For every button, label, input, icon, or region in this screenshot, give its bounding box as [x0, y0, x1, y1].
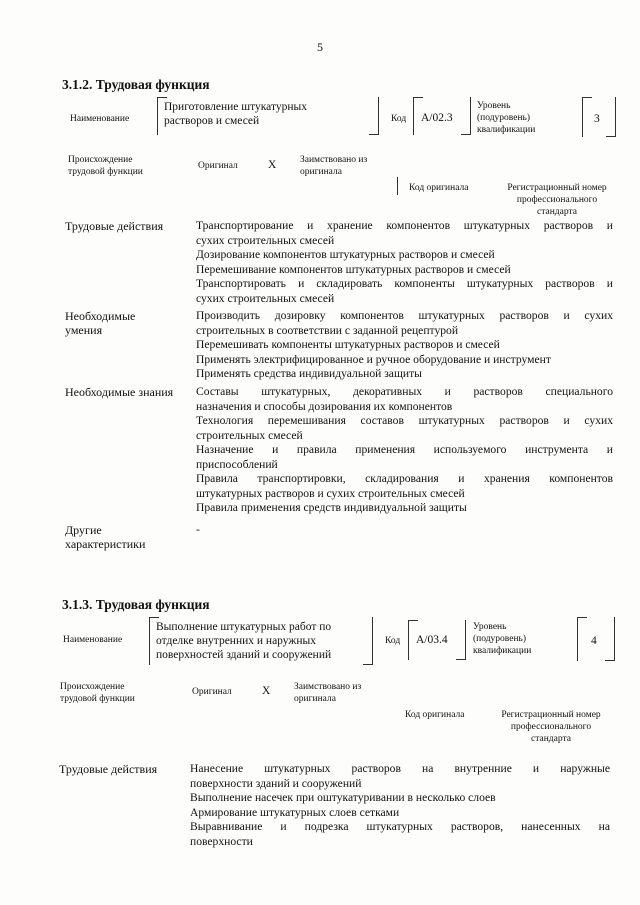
row-items-other: - [196, 523, 200, 536]
level-label: Уровень (подуровень) квалификации [473, 622, 532, 656]
code-value: А/02.3 [421, 112, 453, 124]
borrowed-label: Заимствовано из оригинала [300, 155, 368, 177]
row-items-skills: Производить дозировку компонентов штукатурных растворов и сухих строительных в соответствии с заданной рецептурой Перемешивать компоненты штукатурных растворов и смесей Применять электрифицированное и ручное оборудование и инструмент Применять средства индивидуальной защиты [196, 309, 613, 380]
reg-number-label: Регистрационный номер профессионального стандарта [507, 183, 607, 217]
origin-label: Происхождение трудовой функции [60, 682, 135, 704]
name-value: Приготовление штукатурных растворов и смесей [164, 101, 307, 127]
section-heading: 3.1.3. Трудовая функция [62, 597, 210, 612]
level-value: 3 [594, 113, 600, 125]
name-label: Наименование [70, 114, 130, 124]
name-label: Наименование [63, 635, 123, 645]
original-label: Оригинал [192, 687, 232, 697]
row-label-other: Другие характеристики [65, 523, 146, 551]
level-label: Уровень (подуровень) квалификации [477, 101, 536, 135]
row-label-knowledge: Необходимые знания [65, 385, 174, 399]
original-mark: X [262, 685, 271, 697]
reg-number-label: Регистрационный номер профессионального стандарта [501, 710, 601, 744]
name-value: Выполнение штукатурных работ по отделке внутренних и наружных поверхностей зданий и сооружений [156, 621, 332, 661]
code-label: Код [391, 114, 407, 124]
origin-label: Происхождение трудовой функции [68, 155, 143, 177]
divider-tick [397, 177, 398, 195]
row-items-actions: Транспортирование и хранение компонентов штукатурных растворов и сухих строительных смесей Дозирование компонентов штукатурных растворов и смесей Перемешивание компонентов штукатурных растворов и смесей Транспортировать и складировать компоненты штукатурных растворов и сухих строительных смесей [196, 219, 613, 305]
original-mark: X [268, 159, 277, 171]
section-heading: 3.1.2. Трудовая функция [62, 77, 210, 92]
row-items-actions: Нанесение штукатурных растворов на внутренние и наружные поверхности зданий и сооружений Выполнение насечек при оштукатуривании в несколько слоев Армирование штукатурных слоев сетками Выравнивание и подрезка штукатурных растворов, нанесенных на поверхности [190, 762, 610, 848]
original-label: Оригинал [198, 161, 238, 171]
row-items-knowledge: Составы штукатурных, декоративных и растворов специального назначения и способы дозирования их компонентов Технология перемешивания составов штукатурных растворов и сухих строительных смесей Назначение и правила применения используемого инструмента и приспособлений Правила транспортировки, складирования и хранения компонентов штукатурных растворов и сухих строительных смесей Правила применения средств индивидуальной защиты [196, 385, 613, 514]
orig-code-label: Код оригинала [409, 183, 469, 193]
row-label-actions: Трудовые действия [59, 762, 158, 776]
level-value: 4 [591, 635, 597, 647]
row-label-actions: Трудовые действия [65, 219, 164, 233]
row-label-skills: Необходимые умения [65, 309, 136, 337]
code-value: А/03.4 [416, 634, 448, 646]
borrowed-label: Заимствовано из оригинала [294, 682, 362, 704]
code-label: Код [385, 636, 401, 646]
page-number: 5 [317, 40, 323, 54]
orig-code-label: Код оригинала [405, 710, 465, 720]
